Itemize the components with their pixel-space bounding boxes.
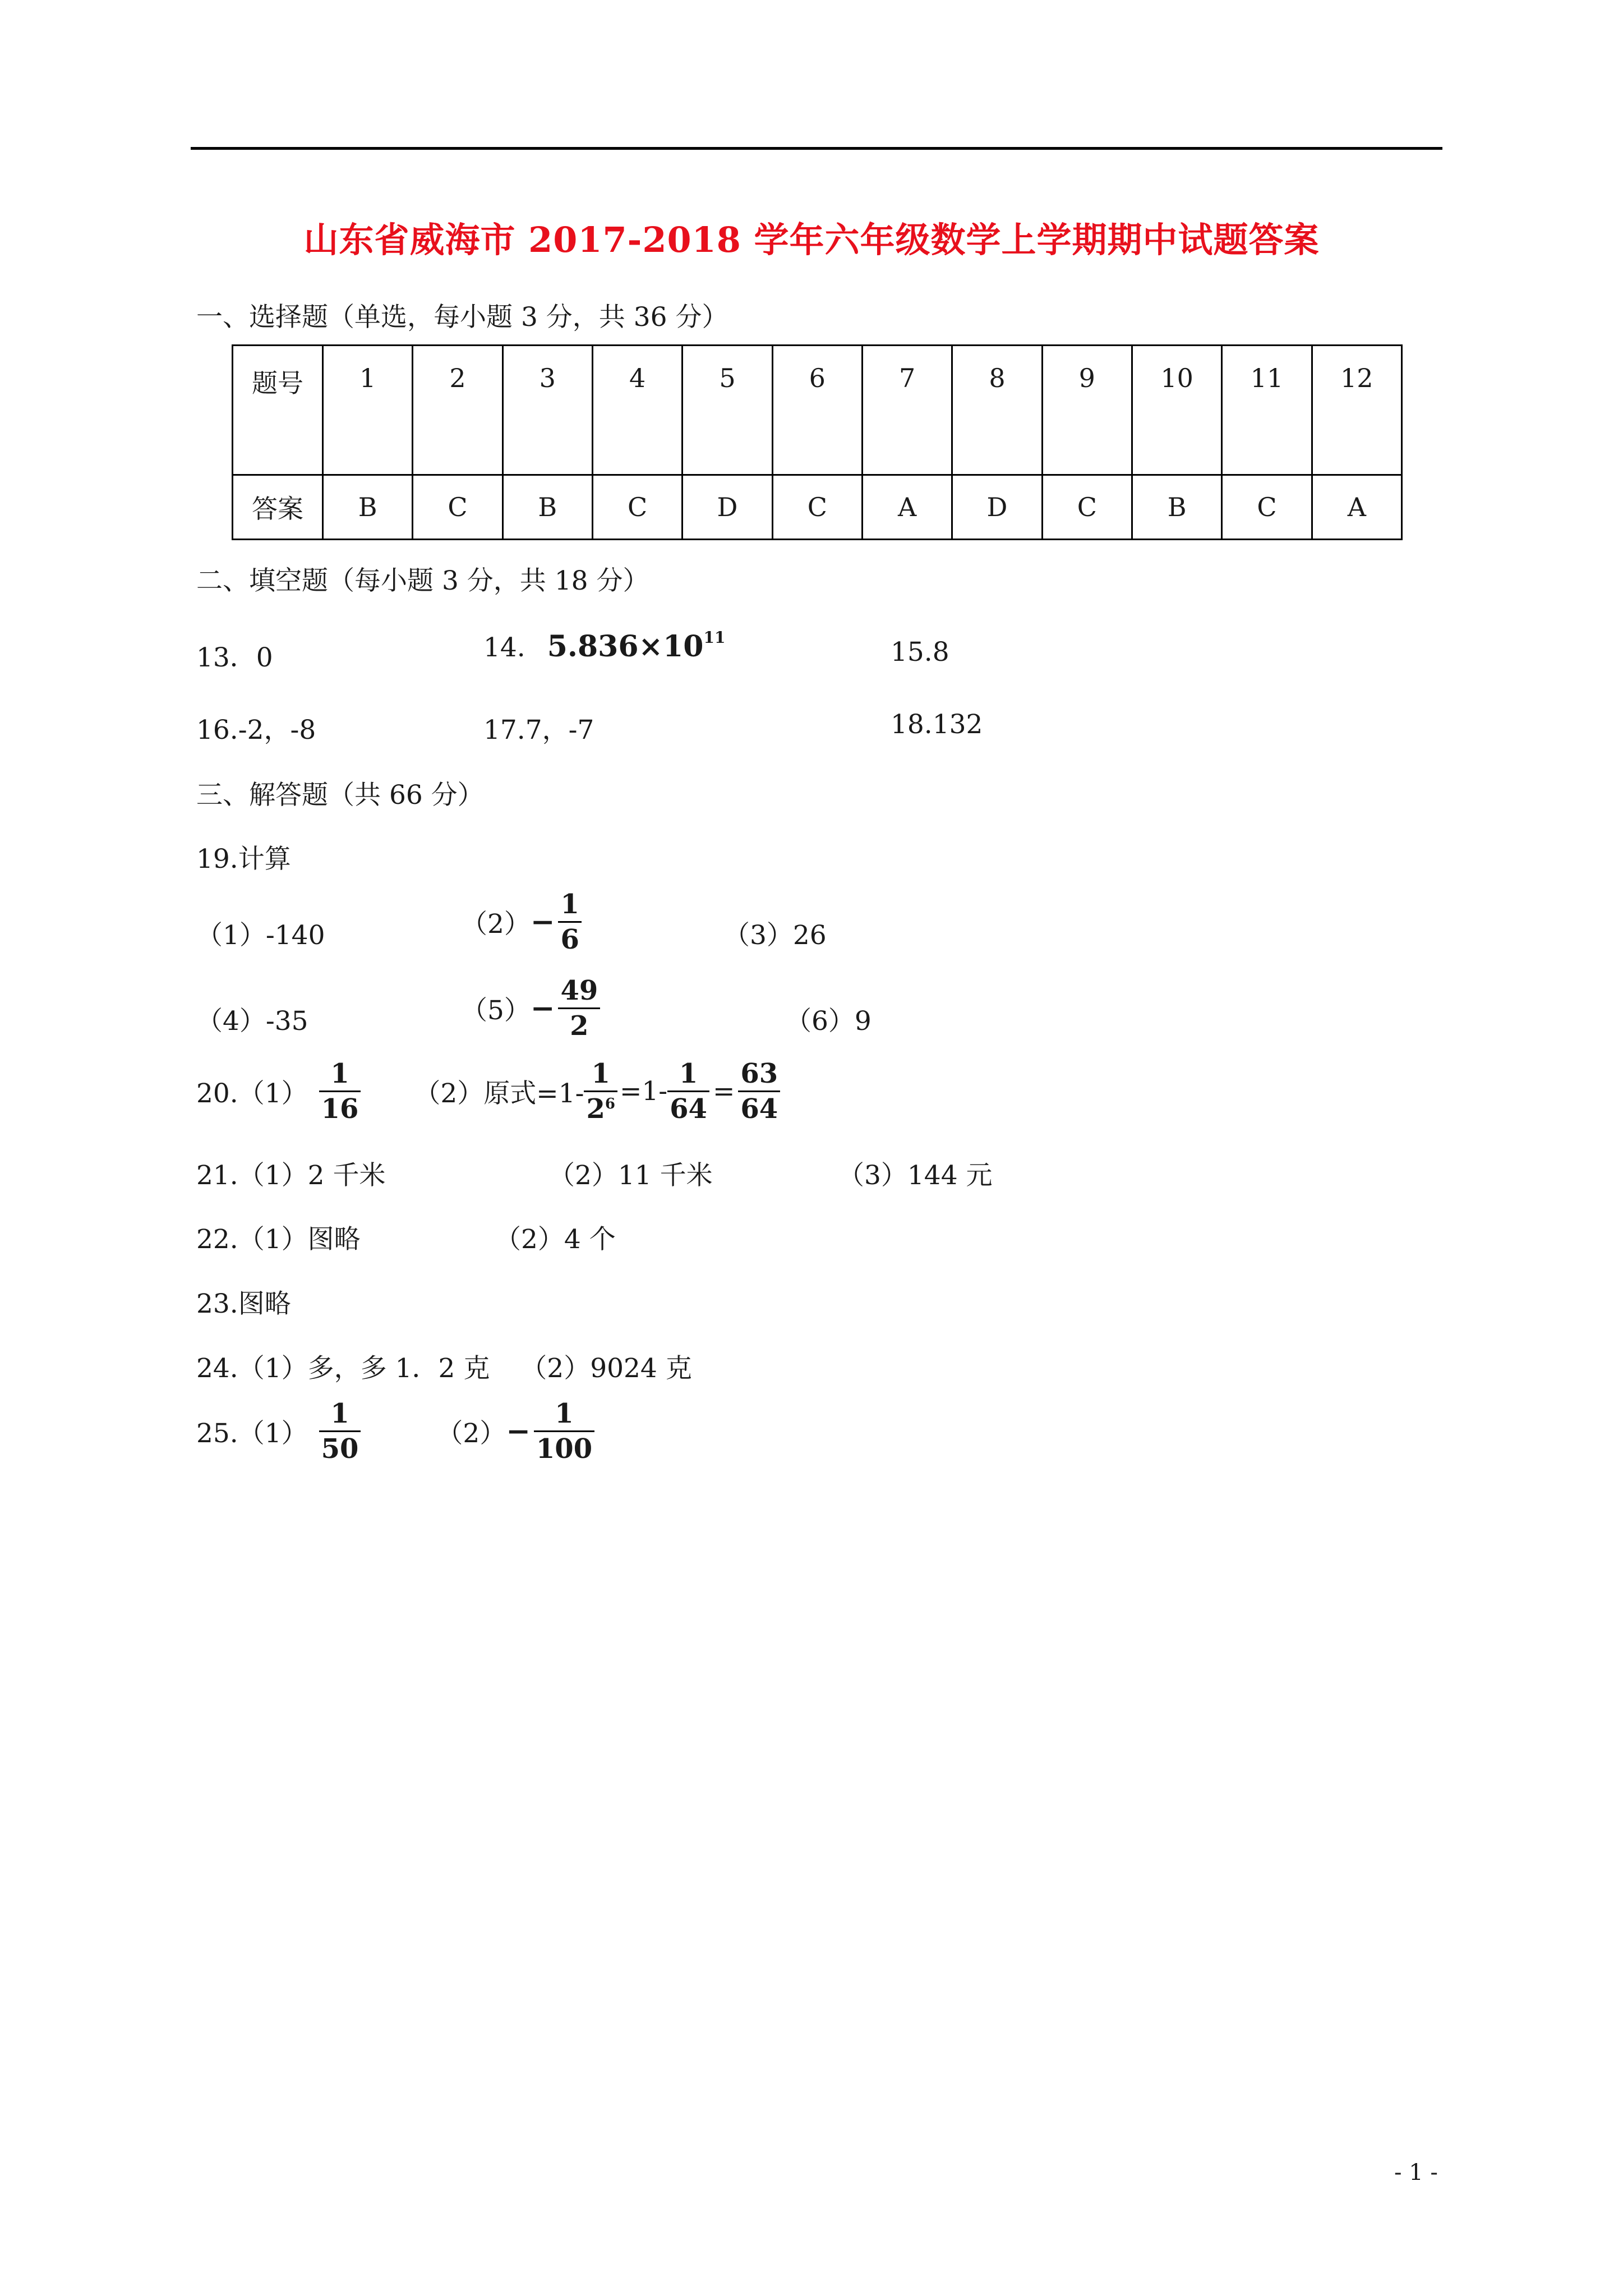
table-cell-answer: C: [592, 475, 682, 540]
document-title: 山东省威海市 2017-2018 学年六年级数学上学期期中试题答案: [303, 219, 1320, 260]
q19-part-5-label: （5）: [461, 995, 531, 1026]
q19-part-5: [461, 974, 600, 1043]
power-base: 2: [586, 1093, 605, 1125]
q19-part-4: （4）-35: [196, 1006, 308, 1037]
fraction-numerator: 1: [560, 889, 579, 920]
fraction-denominator: [584, 1092, 617, 1126]
sci-exponent: 11: [703, 628, 726, 647]
fraction: [319, 1397, 361, 1466]
fraction: [667, 1057, 709, 1126]
fraction: [319, 1057, 361, 1126]
equals-sign: =: [712, 1076, 735, 1107]
answer-14-label: 14.: [483, 632, 525, 663]
fraction: [738, 1057, 780, 1126]
fraction-numerator: 1: [555, 1398, 574, 1429]
sci-mantissa: 5.836×10: [547, 629, 704, 664]
power-exponent: 6: [605, 1096, 615, 1112]
fraction-denominator: 2: [570, 1010, 589, 1042]
q22-part-1: 22.（1）图略: [196, 1224, 361, 1255]
q24: [196, 1347, 692, 1385]
minus-sign: −: [530, 905, 555, 939]
table-cell-number: 3: [502, 346, 592, 475]
table-row-question-numbers: [233, 346, 1402, 475]
answer-table: [232, 344, 1403, 540]
fraction-denominator: 100: [536, 1433, 593, 1465]
section-1-heading: 一、选择题（单选，每小题 3 分，共 36 分）: [196, 302, 728, 333]
fraction-numerator: 63: [740, 1058, 778, 1089]
table-cell-answer: A: [1312, 475, 1401, 540]
q24-part-1: 24.（1）多，多 1．2 克: [196, 1353, 490, 1384]
table-cell-number: 5: [683, 346, 772, 475]
fraction-numerator: 1: [330, 1398, 349, 1429]
table-row-answers: [233, 475, 1402, 540]
q20-label: 20.（1）: [196, 1078, 308, 1109]
table-cell-answer: B: [502, 475, 592, 540]
q19-part-6: （6）9: [785, 1006, 872, 1037]
page-number: - 1 -: [1394, 2160, 1438, 2185]
q24-part-2: （2）9024 克: [520, 1353, 692, 1384]
fraction-denominator: 6: [560, 924, 579, 955]
q21-part-2: （2）11 千米: [548, 1160, 713, 1191]
q25-label: 25.（1）: [196, 1418, 308, 1449]
section-2-heading: 二、填空题（每小题 3 分，共 18 分）: [196, 565, 649, 596]
answer-18: 18.132: [891, 709, 983, 740]
q19-heading: 19.计算: [196, 844, 291, 875]
q21-part-3: （3）144 元: [838, 1160, 993, 1191]
fraction-denominator: 16: [321, 1093, 359, 1125]
table-cell-number: 12: [1312, 346, 1401, 475]
table-cell-answer: A: [862, 475, 952, 540]
fraction-numerator: 49: [560, 975, 598, 1006]
answer-16: 16.-2，-8: [196, 715, 316, 746]
table-cell-number: 11: [1222, 346, 1312, 475]
q25-part-2-label: （2）: [436, 1418, 506, 1449]
q19-part-2-label: （2）: [461, 909, 531, 940]
fraction: [584, 1057, 617, 1126]
fraction-denominator: 64: [670, 1093, 707, 1125]
header-rule: [191, 147, 1442, 150]
fraction: [534, 1397, 594, 1466]
q23: 23.图略: [196, 1289, 291, 1319]
fraction-denominator: 50: [321, 1433, 359, 1465]
fraction-numerator: 1: [591, 1058, 610, 1089]
table-cell-number: 7: [862, 346, 952, 475]
scientific-notation: [547, 629, 726, 664]
fraction: [558, 974, 600, 1043]
table-cell-number: 2: [413, 346, 502, 475]
fraction: [558, 887, 581, 956]
minus-sign: −: [530, 991, 555, 1025]
table-cell-number: 10: [1132, 346, 1221, 475]
table-header-answer: 答案: [233, 475, 323, 540]
table-cell-number: 8: [952, 346, 1042, 475]
q20-part-2-label: （2）原式=1-: [414, 1078, 584, 1109]
answer-15: 15.8: [891, 637, 949, 668]
table-cell-answer: B: [1132, 475, 1221, 540]
answer-14: [483, 628, 725, 664]
table-cell-answer: D: [952, 475, 1042, 540]
q19-part-3: （3）26: [723, 920, 827, 951]
table-cell-number: 6: [772, 346, 862, 475]
table-cell-answer: C: [1042, 475, 1132, 540]
q19-part-2: [461, 887, 582, 956]
table-cell-number: 1: [323, 346, 413, 475]
table-cell-number: 9: [1042, 346, 1132, 475]
answer-13: 13．0: [196, 642, 273, 673]
table-cell-answer: C: [1222, 475, 1312, 540]
table-cell-answer: C: [413, 475, 502, 540]
table-cell-answer: B: [323, 475, 413, 540]
section-3-heading: 三、解答题（共 66 分）: [196, 780, 484, 811]
minus-sign: −: [506, 1414, 531, 1448]
table-cell-number: 4: [592, 346, 682, 475]
fraction-numerator: 1: [330, 1058, 349, 1089]
fraction-numerator: 1: [679, 1058, 698, 1089]
answer-17: 17.7，-7: [483, 715, 594, 746]
q21-part-1: 21.（1）2 千米: [196, 1160, 386, 1191]
q22-part-2: （2）4 个: [495, 1224, 616, 1255]
fraction-denominator: 64: [740, 1093, 778, 1125]
table-cell-answer: D: [683, 475, 772, 540]
table-header-question: 题号: [233, 346, 323, 475]
q20: [196, 1057, 780, 1126]
q19-part-1: （1）-140: [196, 920, 325, 951]
table-cell-answer: C: [772, 475, 862, 540]
equals-one-minus: =1-: [619, 1076, 668, 1107]
q25: [196, 1397, 594, 1466]
